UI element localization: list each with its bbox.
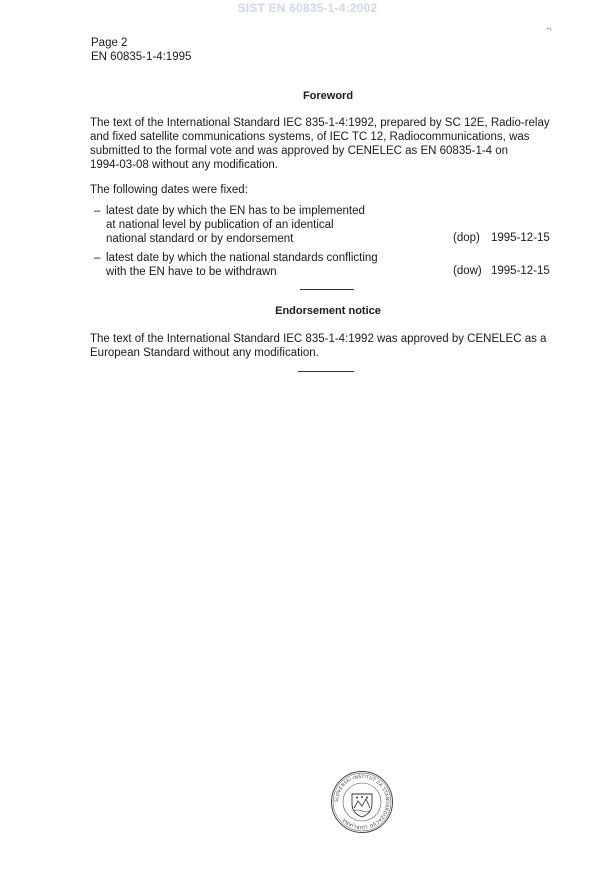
dash-bullet: –: [94, 205, 101, 217]
endorsement-heading: Endorsement notice: [275, 305, 381, 317]
date-code-dow: (dow): [453, 265, 482, 277]
endorsement-paragraph: [90, 332, 565, 360]
date-code-dop: (dop): [453, 232, 480, 244]
date-item-line: national standard or by endorsement: [106, 233, 294, 245]
foreword-heading: Foreword: [302, 90, 354, 102]
watermark: SIST EN 60835-1-4:2002: [237, 1, 378, 15]
page-header: [91, 36, 191, 64]
date-item-line: latest date by which the EN has to be implemented: [106, 205, 365, 217]
paragraph-line: submitted to the formal vote and was approved by CENELEC as EN 60835-1-4 on: [90, 145, 509, 157]
paragraph-line: and fixed satellite communications systems, of IEC TC 12, Radiocommunications, was: [90, 131, 530, 143]
date-item-line: latest date by which the national standards conflicting: [106, 252, 378, 264]
seal-ring-text: SLOVENSKI INŠTITUT ZA STANDARDIZACIJO LJUBLJANA: [334, 774, 390, 830]
date-value-dow: 1995-12-15: [491, 265, 550, 277]
date-item-text: [106, 204, 365, 246]
scan-mark: ⁃›: [546, 26, 552, 33]
date-item-line: with the EN have to be withdrawn: [106, 266, 277, 278]
svg-text:SLOVENSKI INŠTITUT ZA STANDARD: [334, 773, 390, 830]
date-value-dop: 1995-12-15: [491, 232, 550, 244]
paragraph-line: 1994-03-08 without any modification.: [90, 159, 278, 171]
paragraph-line: The text of the International Standard IEC 835-1-4:1992 was approved by CENELEC as a: [90, 333, 547, 345]
date-item-line: at national level by publication of an identical: [106, 219, 334, 231]
date-item-text: [106, 251, 378, 279]
section-divider: [298, 371, 354, 372]
dates-intro: The following dates were fixed:: [90, 184, 248, 196]
paragraph-line: The text of the International Standard IEC 835-1-4:1992, prepared by SC 12E, Radio-relay: [90, 117, 550, 129]
official-seal-icon: [330, 770, 394, 834]
paragraph-line: European Standard without any modification.: [90, 347, 319, 359]
page-number: Page 2: [91, 37, 128, 49]
section-divider: [300, 289, 354, 290]
document-id: EN 60835-1-4:1995: [91, 51, 192, 63]
dash-bullet: –: [94, 252, 101, 264]
foreword-paragraph: [90, 116, 565, 172]
